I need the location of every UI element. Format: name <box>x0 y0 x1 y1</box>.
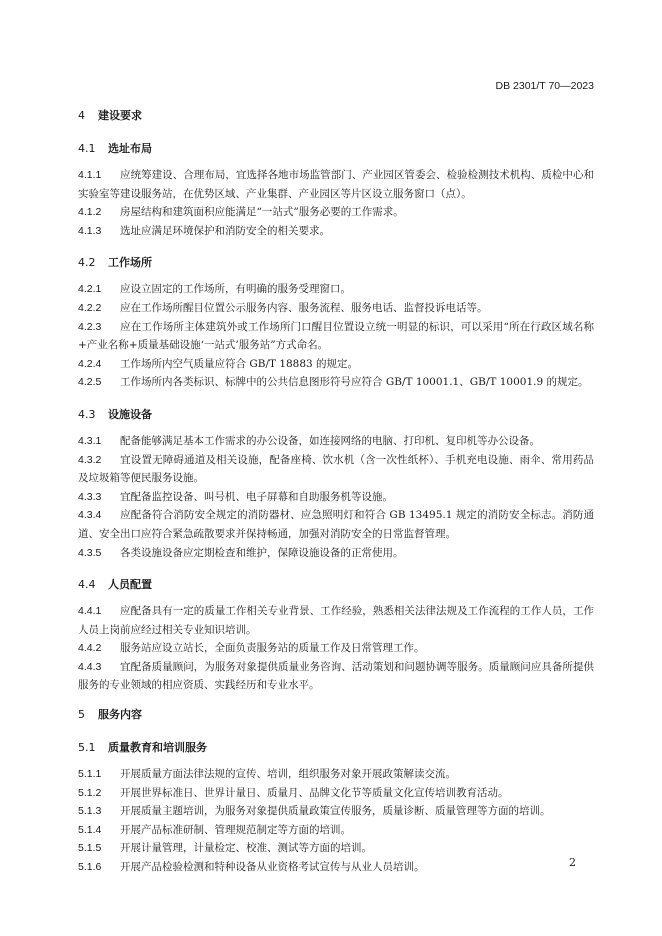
document-code: DB 2301/T 70—2023 <box>495 80 594 92</box>
subsection-heading: 4.3 设施设备 <box>78 407 152 421</box>
clause: 4.3.5 各类设施设备应定期检查和维护，保障设施设备的正常使用。 <box>78 546 404 559</box>
document-body <box>78 108 594 877</box>
clause: 4.2.4 工作场所内空气质量应符合 GB/T 18883 的规定。 <box>78 357 359 370</box>
clause: 4.1.3 选址应满足环境保护和消防安全的相关要求。 <box>78 224 330 237</box>
clause: 4.1.2 房屋结构和建筑面积应能满足“一站式”服务必要的工作需求。 <box>78 206 404 219</box>
clause: 4.4.1 应配备具有一定的质量工作相关专业背景、工作经验，熟悉相关法律法规及工作流程的工作人员，工作人员上岗前应经过相关专业知识培训。 <box>78 605 594 636</box>
clause: 4.3.3 宜配备监控设备、叫号机、电子屏幕和自助服务机等设施。 <box>78 490 393 503</box>
subsection-heading: 4.2 工作场所 <box>78 256 152 270</box>
clause: 4.2.3 应在工作场所主体建筑外或工作场所门口醒目位置设立统一明显的标识，可以采用“所在行政区域名称+产业名称+质量基础设施‘一站式’服务站”方式命名。 <box>78 320 594 352</box>
clause: 4.3.2 宜设置无障碍通道及相关设施，配备座椅、饮水机（含一次性纸杯）、手机充电设施、雨伞、常用药品及垃圾箱等便民服务设施。 <box>78 453 594 485</box>
subsection-heading: 4.4 人员配置 <box>78 578 152 592</box>
clause: 4.2.1 应设立固定的工作场所，有明确的服务受理窗口。 <box>78 283 351 296</box>
clause: 4.4.3 宜配备质量顾问，为服务对象提供质量业务咨询、活动策划和问题协调等服务。质量顾问应具备所提供服务的专业领域的相应资质、实践经历和专业水平。 <box>78 660 594 692</box>
subsection-heading: 4.1 选址布局 <box>78 142 152 155</box>
clause: 5.1.3 开展质量主题培训，为服务对象提供质量政策宣传服务，质量诊断、质量管理等方面的培训。 <box>78 805 551 818</box>
clause: 5.1.4 开展产品标准研制、管理规范制定等方面的培训。 <box>78 823 351 836</box>
clause: 4.3.1 配备能够满足基本工作需求的办公设备，如连接网络的电脑、打印机、复印机等办公设备。 <box>78 434 540 447</box>
subsection-heading: 5.1 质量教育和培训服务 <box>78 741 207 755</box>
clause: 5.1.5 开展计量管理，计量检定、校准、测试等方面的培训。 <box>78 842 372 855</box>
clause: 5.1.1 开展质量方面法律法规的宣传、培训，组织服务对象开展政策解读交流。 <box>78 768 456 781</box>
clause: 5.1.2 开展世界标准日、世界计量日、质量月、品牌文化节等质量文化宣传培训教育活动。 <box>78 786 509 799</box>
clause: 4.4.2 服务站应设立站长，全面负责服务站的质量工作及日常管理工作。 <box>78 642 425 655</box>
section-heading: 4 建设要求 <box>78 109 142 122</box>
clause: 4.2.2 应在工作场所醒目位置公示服务内容、服务流程、服务电话、监督投诉电话等。 <box>78 301 488 314</box>
clause: 4.1.1 应统筹建设、合理布局，宜选择各地市场监管部门、产业园区管委会、检验检测技术机构、质检中心和实验室等建设服务站，在优势区域、产业集群、产业园区等片区设立服务窗口（点）。 <box>78 169 594 200</box>
clause: 4.2.5 工作场所内各类标识、标牌中的公共信息图形符号应符合 GB/T 10001.1、GB/T 10001.9 的规定。 <box>78 376 589 389</box>
page-number: 2 <box>569 856 576 869</box>
clause: 4.3.4 应配备符合消防安全规定的消防器材、应急照明灯和符合 GB 13495.1 规定的消防安全标志。消防通道、安全出口应符合紧急疏散要求并保持畅通，加强对消防安全的日常监督管理。 <box>78 509 594 540</box>
section-heading: 5 服务内容 <box>78 708 142 722</box>
clause: 5.1.6 开展产品检验检测和特种设备从业资格考试宣传与从业人员培训。 <box>78 861 425 874</box>
